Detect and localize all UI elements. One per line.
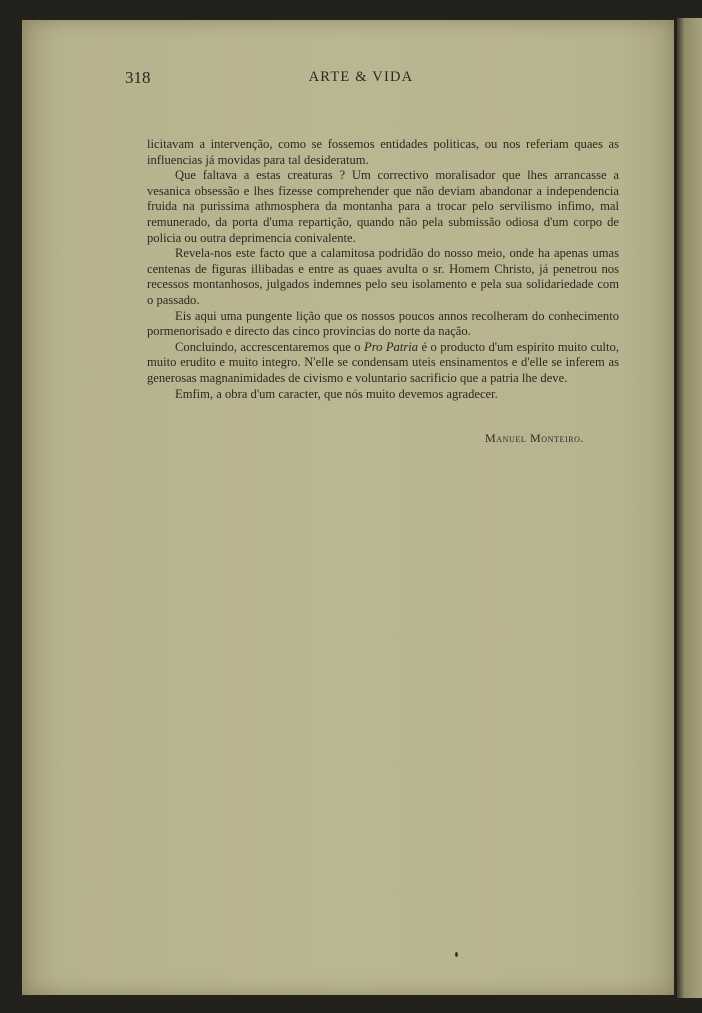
facing-page-edge	[677, 18, 702, 998]
page-number: 318	[125, 68, 151, 87]
paragraph-3: Revela-nos este facto que a calamitosa podridão do nosso meio, onde ha apenas umas centenas de figuras illibadas e entre as quaes avulta o sr. Homem Christo, já penetrou nos recessos montanhosos, julgados indemnes pelo seu isolamento e pela sua solidariedade com o passado.	[147, 246, 619, 307]
paper-speck	[455, 952, 458, 957]
paragraph-5	[147, 340, 619, 387]
paragraph-5-rest: é o producto d'um espirito muito culto, muito erudito e muito integro. N'elle se condensam uteis ensinamentos e d'elle se inferem as generosas magnanimidades de civismo e voluntario sacrificio que a patria lhe deve.	[147, 339, 619, 385]
paragraph-4: Eis aqui uma pungente lição que os nossos poucos annos recolheram do conhecimento pormenorisado e directo das cinco provincias do norte da nação.	[147, 308, 619, 339]
paragraph-1: licitavam a intervenção, como se fossemos entidades politicas, ou nos referiam quaes as influencias já movidas para tal desideratum.	[147, 137, 619, 167]
author-signature: Manuel Monteiro.	[485, 431, 585, 445]
article-body	[147, 137, 619, 402]
paragraph-2: Que faltava a estas creaturas ? Um correctivo moralisador que lhes arrancasse a vesanica obsessão e lhes fizesse comprehender que não deviam abandonar a independencia fruida na purissima athmosphera da montanha para a trocar pelo servilismo infimo, mal remunerado, da porta d'uma repartição, quando não pela submissão odiosa d'um corpo de policia ou outra deprimencia conivalente.	[147, 168, 619, 245]
paragraph-5-lead: Concluindo, accrescentaremos que o	[175, 339, 361, 354]
running-head	[125, 68, 597, 90]
book-title-italic: Pro Patria	[364, 339, 419, 354]
paragraph-6: Emfim, a obra d'um caracter, que nós muito devemos agradecer.	[175, 386, 498, 401]
journal-title: ARTE & VIDA	[308, 69, 414, 85]
